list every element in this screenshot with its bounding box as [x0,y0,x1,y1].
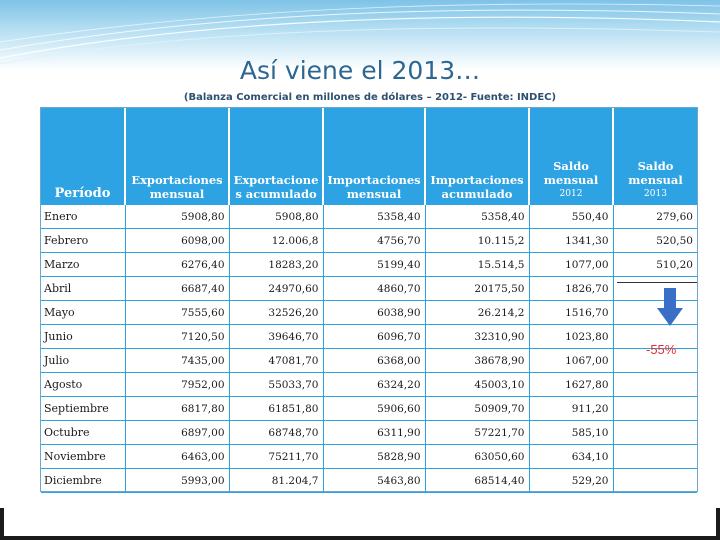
cell-importaciones-acumulado: 5358,40 [425,205,529,229]
slide-title: Así viene el 2013… [239,56,481,85]
cell-exportaciones-acumulado: 75211,70 [229,445,323,469]
cell-exportaciones-acumulado: 55033,70 [229,373,323,397]
cell-exportaciones-acumulado: 47081,70 [229,349,323,373]
cell-saldo-2012: 1826,70 [529,277,613,301]
table-row [41,397,697,421]
slide-subtitle: (Balanza Comercial en millones de dólares – 2012- Fuente: INDEC) [183,92,557,103]
cell-exportaciones-acumulado: 12.006,8 [229,229,323,253]
cell-exportaciones-mensual: 7952,00 [125,373,229,397]
cell-mes: Junio [41,325,125,349]
cell-mes: Febrero [41,229,125,253]
cell-saldo-2012: 911,20 [529,397,613,421]
data-table [41,108,697,493]
cell-saldo-2013: 279,60 [613,205,697,229]
cell-exportaciones-acumulado: 81.204,7 [229,469,323,493]
cell-importaciones-acumulado: 45003,10 [425,373,529,397]
cell-mes: Octubre [41,421,125,445]
cell-exportaciones-mensual: 6463,00 [125,445,229,469]
cell-saldo-2013 [613,397,697,421]
cell-saldo-2012: 529,20 [529,469,613,493]
slide-footer-inner [4,508,716,536]
cell-importaciones-mensual: 6038,90 [323,301,425,325]
header-saldo-2013 [613,108,697,205]
table-row [41,349,697,373]
cell-mes: Noviembre [41,445,125,469]
cell-importaciones-mensual: 5199,40 [323,253,425,277]
cell-exportaciones-mensual: 6897,00 [125,421,229,445]
cell-mes: Agosto [41,373,125,397]
cell-saldo-2013 [613,373,697,397]
annotation-line [617,282,697,283]
table-row [41,277,697,301]
header-saldo-2013-year: 2013 [644,189,667,199]
cell-mes: Mayo [41,301,125,325]
cell-exportaciones-mensual: 5908,80 [125,205,229,229]
cell-importaciones-mensual: 6311,90 [323,421,425,445]
table-row [41,421,697,445]
cell-importaciones-acumulado: 26.214,2 [425,301,529,325]
cell-importaciones-mensual: 5358,40 [323,205,425,229]
table-header-row [41,108,697,205]
header-periodo: Período [41,108,125,205]
cell-importaciones-mensual: 6096,70 [323,325,425,349]
header-importaciones-acumulado: Importaciones acumulado [425,108,529,205]
cell-exportaciones-mensual: 6098,00 [125,229,229,253]
decline-percent: -55% [646,342,677,357]
cell-saldo-2012: 1627,80 [529,373,613,397]
cell-exportaciones-acumulado: 39646,70 [229,325,323,349]
header-saldo-2012 [529,108,613,205]
cell-mes: Enero [41,205,125,229]
table-row [41,469,697,493]
cell-mes: Diciembre [41,469,125,493]
cell-saldo-2012: 585,10 [529,421,613,445]
table-row [41,301,697,325]
cell-saldo-2013: 510,20 [613,253,697,277]
cell-saldo-2013 [613,421,697,445]
cell-importaciones-acumulado: 20175,50 [425,277,529,301]
cell-exportaciones-mensual: 6687,40 [125,277,229,301]
cell-saldo-2012: 634,10 [529,445,613,469]
table-body [41,205,697,493]
table-row [41,253,697,277]
header-saldo-2012-label: Saldo mensual [543,159,599,187]
table-row [41,325,697,349]
header-saldo-2013-label: Saldo mensual [628,159,683,187]
cell-importaciones-mensual: 4756,70 [323,229,425,253]
cell-exportaciones-mensual: 7120,50 [125,325,229,349]
header-importaciones-mensual: Importaciones mensual [323,108,425,205]
cell-importaciones-mensual: 5828,90 [323,445,425,469]
slide-footer-band [0,508,720,540]
cell-mes: Abril [41,277,125,301]
header-exportaciones-mensual: Exportaciones mensual [125,108,229,205]
cell-saldo-2012: 1023,80 [529,325,613,349]
cell-exportaciones-mensual: 6276,40 [125,253,229,277]
cell-exportaciones-acumulado: 24970,60 [229,277,323,301]
cell-mes: Septiembre [41,397,125,421]
cell-saldo-2013 [613,469,697,493]
cell-importaciones-acumulado: 10.115,2 [425,229,529,253]
cell-exportaciones-acumulado: 18283,20 [229,253,323,277]
cell-exportaciones-acumulado: 5908,80 [229,205,323,229]
cell-importaciones-acumulado: 32310,90 [425,325,529,349]
table-row [41,205,697,229]
cell-importaciones-acumulado: 57221,70 [425,421,529,445]
down-arrow-icon [656,288,684,328]
cell-exportaciones-acumulado: 68748,70 [229,421,323,445]
cell-exportaciones-mensual: 7555,60 [125,301,229,325]
cell-exportaciones-acumulado: 32526,20 [229,301,323,325]
cell-exportaciones-mensual: 6817,80 [125,397,229,421]
cell-saldo-2012: 1341,30 [529,229,613,253]
header-exportaciones-acumulado: Exportacione s acumulado [229,108,323,205]
cell-importaciones-mensual: 5463,80 [323,469,425,493]
cell-saldo-2012: 1077,00 [529,253,613,277]
cell-importaciones-mensual: 6324,20 [323,373,425,397]
cell-importaciones-acumulado: 68514,40 [425,469,529,493]
cell-exportaciones-acumulado: 61851,80 [229,397,323,421]
trade-balance-table [40,107,698,492]
cell-exportaciones-mensual: 5993,00 [125,469,229,493]
cell-importaciones-acumulado: 38678,90 [425,349,529,373]
cell-saldo-2013: 520,50 [613,229,697,253]
cell-saldo-2013 [613,445,697,469]
cell-mes: Julio [41,349,125,373]
cell-saldo-2012: 1067,00 [529,349,613,373]
table-row [41,373,697,397]
cell-importaciones-mensual: 5906,60 [323,397,425,421]
table-row [41,445,697,469]
cell-importaciones-acumulado: 63050,60 [425,445,529,469]
cell-importaciones-acumulado: 15.514,5 [425,253,529,277]
cell-importaciones-mensual: 6368,00 [323,349,425,373]
cell-mes: Marzo [41,253,125,277]
cell-saldo-2012: 1516,70 [529,301,613,325]
cell-importaciones-mensual: 4860,70 [323,277,425,301]
cell-importaciones-acumulado: 50909,70 [425,397,529,421]
cell-exportaciones-mensual: 7435,00 [125,349,229,373]
header-saldo-2012-year: 2012 [559,189,583,199]
table-row [41,229,697,253]
cell-saldo-2012: 550,40 [529,205,613,229]
